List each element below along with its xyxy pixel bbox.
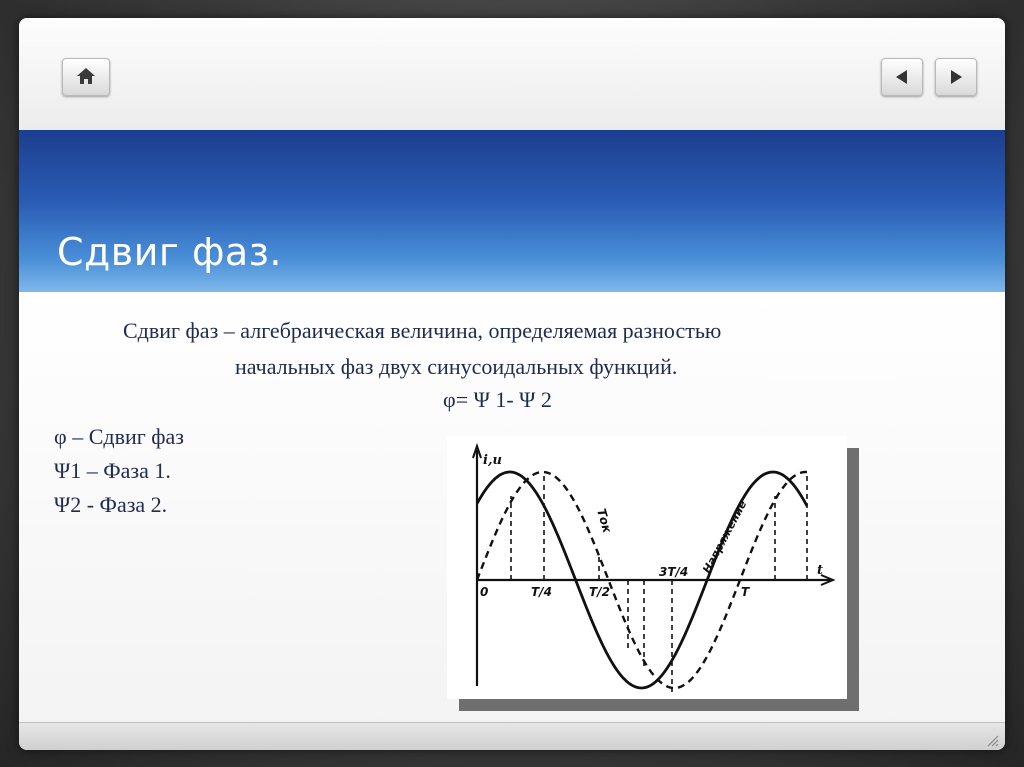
current-label: Ток xyxy=(594,506,615,535)
slide-title: Сдвиг фаз. xyxy=(57,230,283,274)
tick-label-T: T xyxy=(741,585,750,599)
y-axis-label: i,u xyxy=(483,453,502,468)
voltage-label: Напряжение xyxy=(700,498,750,576)
legend-phase-2: Ψ2 - Фаза 2. xyxy=(54,492,168,517)
phase-shift-graph xyxy=(447,436,847,699)
definition-line-2: начальных фаз двух синусоидальных функций. xyxy=(235,354,678,379)
sinusoid-figure xyxy=(447,436,847,699)
guide-lines xyxy=(511,472,807,692)
top-toolbar xyxy=(19,18,1005,130)
tick-label-T4: T/4 xyxy=(531,585,552,599)
next-slide-button[interactable] xyxy=(935,58,977,96)
triangle-left-icon xyxy=(892,67,912,87)
triangle-right-icon xyxy=(946,67,966,87)
title-banner xyxy=(19,130,1005,292)
bottom-toolbar xyxy=(19,722,1005,750)
resize-grip-icon[interactable] xyxy=(985,733,999,747)
home-button[interactable] xyxy=(62,58,110,96)
slide xyxy=(19,18,1005,750)
tick-label-T2: T/2 xyxy=(589,585,610,599)
home-icon xyxy=(76,67,96,85)
definition-line-1: Сдвиг фаз – алгебраическая величина, определяемая разностью xyxy=(123,318,722,343)
legend-phase-shift: φ – Сдвиг фаз xyxy=(54,424,184,449)
previous-slide-button[interactable] xyxy=(881,58,923,96)
phase-shift-formula: φ= Ψ 1- Ψ 2 xyxy=(443,387,552,412)
tick-label-3T4: 3T/4 xyxy=(659,565,689,579)
origin-label: 0 xyxy=(480,585,489,599)
legend-phase-1: Ψ1 – Фаза 1. xyxy=(54,458,171,483)
x-axis-label: t xyxy=(817,563,824,578)
